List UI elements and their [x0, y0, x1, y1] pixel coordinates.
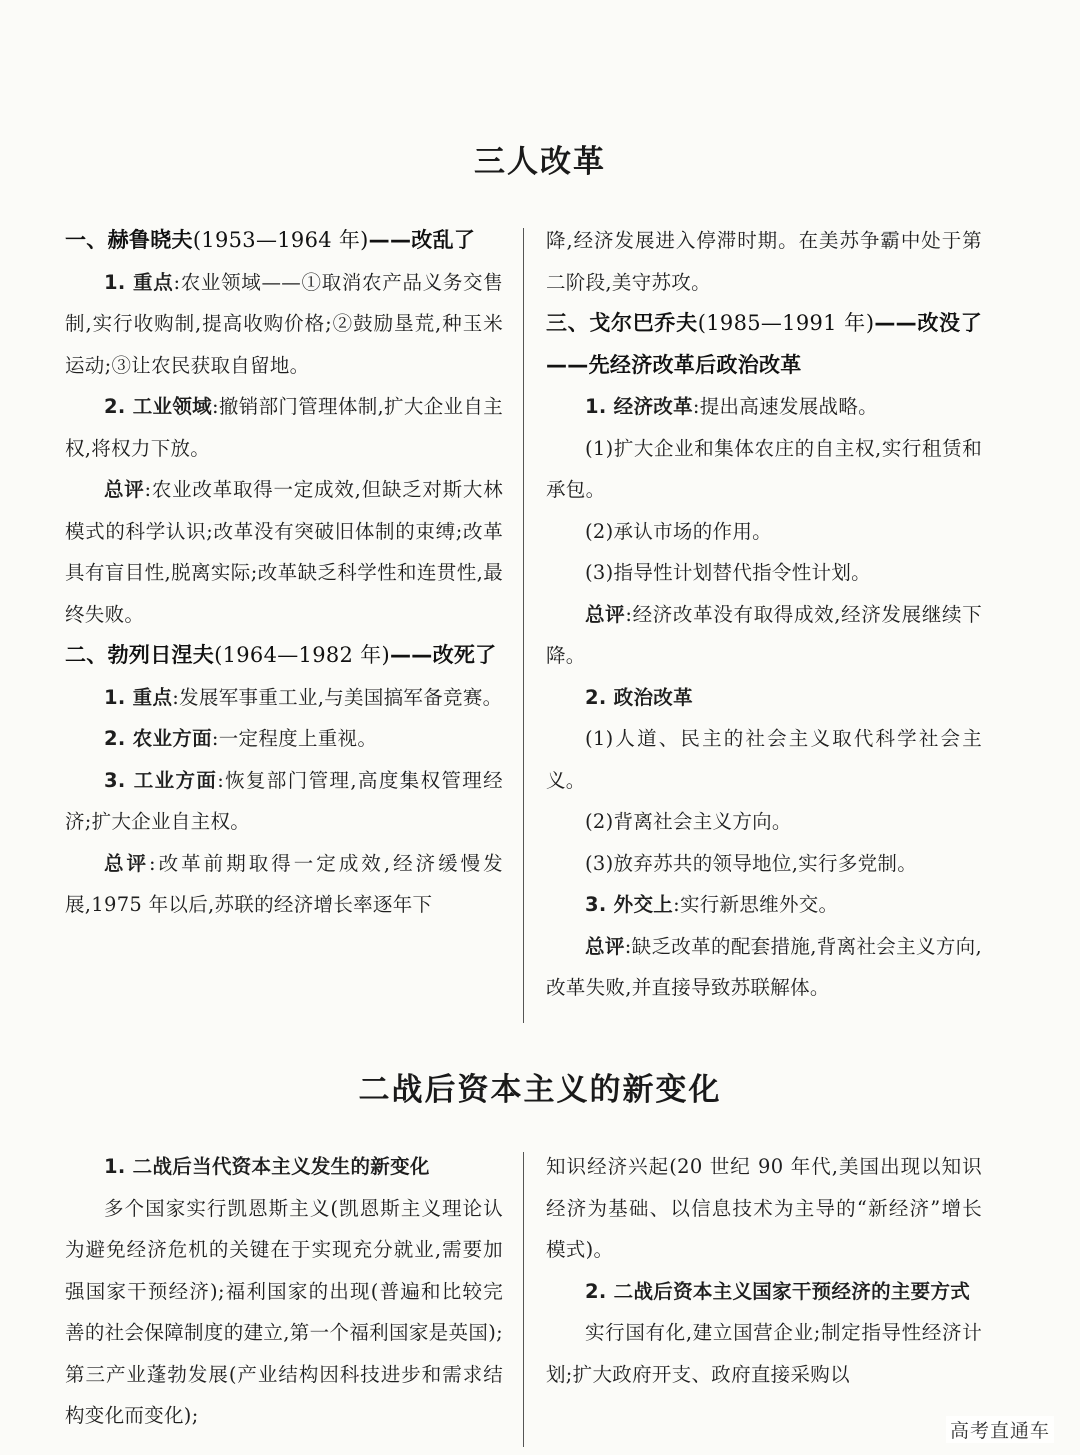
heading-tail: ——改没了——先经济改革后政治改革: [546, 311, 982, 377]
heading-gorbachev: [546, 303, 982, 386]
column-divider: [523, 228, 524, 1023]
column-left-top: [65, 220, 503, 926]
paragraph: [546, 594, 982, 677]
column-right-bottom: [546, 1146, 982, 1395]
paragraph-label: 3. 工业方面: [104, 768, 218, 792]
paragraph: (1)扩大企业和集体农庄的自主权,实行租赁和承包。: [546, 436, 982, 501]
heading-years: (1985—1991 年): [697, 311, 875, 335]
heading-years: (1964—1982 年): [214, 643, 390, 667]
paragraph: (3)放弃苏共的领导地位,实行多党制。: [585, 851, 918, 875]
paragraph: [65, 469, 503, 635]
column-left-bottom: [65, 1146, 503, 1437]
paragraph-continued: 降,经济发展进入停滞时期。在美苏争霸中处于第二阶段,美守苏攻。: [546, 229, 982, 294]
paragraph: (3)指导性计划替代指令性计划。: [585, 561, 871, 584]
paragraph: (2)承认市场的作用。: [585, 519, 772, 543]
paragraph-label: 总评: [104, 478, 145, 501]
paragraph-text: :发展军事重工业,与美国搞军备竞赛。: [172, 685, 503, 709]
paragraph: [546, 884, 982, 926]
paragraph-label: 3. 外交上: [585, 893, 674, 916]
heading-years: (1953—1964 年): [192, 228, 369, 252]
paragraph-text: :提出高速发展战略。: [692, 395, 878, 418]
paragraph-text: :一定程度上重视。: [211, 727, 378, 750]
paragraph: [546, 926, 982, 1009]
paragraph-text: :撤销部门管理体制,扩大企业自主权,将权力下放。: [65, 395, 503, 460]
paragraph-label: 1. 重点: [104, 270, 174, 294]
heading-tail: ——改死了: [389, 643, 497, 667]
paragraph-text: :农业领域——①取消农产品义务交售制,实行收购制,提高收购价格;②鼓励垦荒,种玉米运动;③让农民获取自留地。: [65, 270, 504, 377]
paragraph-label: 总评: [585, 602, 626, 626]
subheading-intervention-methods: 2. 二战后资本主义国家干预经济的主要方式: [585, 1279, 971, 1303]
paragraph: 多个国家实行凯恩斯主义(凯恩斯主义理论认为避免经济危机的关键在于实现充分就业,需要加强国家干预经济);福利国家的出现(普遍和比较完善的社会保障制度的建立,第一个福利国家是英国);第三产业蓬勃发展(产业结构因科技进步和需求结构变化而变化);: [65, 1196, 503, 1427]
paragraph: (1)人道、民主的社会主义取代科学社会主义。: [546, 727, 982, 792]
paragraph-text: :农业改革取得一定成效,但缺乏对斯大林模式的科学认识;改革没有突破旧体制的束缚;改革具有盲目性,脱离实际;改革缺乏科学性和连贯性,最终失败。: [65, 478, 503, 626]
paragraph-text: :经济改革没有取得成效,经济发展继续下降。: [546, 602, 982, 667]
heading-name: 三、戈尔巴乔夫: [546, 311, 698, 335]
watermark-label: 高考直通车: [946, 1416, 1054, 1443]
paragraph-text: :缺乏改革的配套措施,背离社会主义方向,改革失败,并直接导致苏联解体。: [546, 934, 983, 999]
paragraph-label: 总评: [585, 934, 625, 958]
heading-name: 二、勃列日涅夫: [65, 643, 215, 667]
paragraph-label: 1. 经济改革: [585, 395, 693, 418]
paragraph-text: :实行新思维外交。: [673, 893, 839, 916]
column-right-top: [546, 220, 982, 1009]
heading-tail: ——改乱了: [368, 228, 476, 252]
paragraph: [65, 386, 503, 469]
paragraph: (2)背离社会主义方向。: [585, 810, 792, 833]
column-divider: [523, 1152, 524, 1447]
paragraph-continued: 知识经济兴起(20 世纪 90 年代,美国出现以知识经济为基础、以信息技术为主导的“新经济”增长模式)。: [546, 1155, 982, 1261]
heading-brezhnev: [65, 635, 503, 677]
section-title-reforms: 三人改革: [474, 144, 606, 180]
paragraph: [65, 760, 503, 843]
paragraph: [65, 718, 503, 760]
heading-name: 一、赫鲁晓夫: [65, 228, 193, 252]
subheading-political-reform: 2. 政治改革: [585, 685, 693, 709]
paragraph-label: 1. 重点: [104, 685, 173, 709]
paragraph-text: :恢复部门管理,高度集权管理经济;扩大企业自主权。: [65, 768, 503, 833]
paragraph: [65, 262, 503, 387]
paragraph-label: 总评: [104, 851, 150, 875]
section-title-capitalism: 二战后资本主义的新变化: [358, 1072, 722, 1108]
paragraph: [65, 843, 503, 926]
subheading-new-changes: 1. 二战后当代资本主义发生的新变化: [104, 1155, 430, 1178]
paragraph: [546, 386, 982, 428]
paragraph-text: :改革前期取得一定成效,经济缓慢发展,1975 年以后,苏联的经济增长率逐年下: [65, 851, 503, 916]
paragraph-label: 2. 农业方面: [104, 727, 212, 750]
paragraph: 实行国有化,建立国营企业;制定指导性经济计划;扩大政府开支、政府直接采购以: [546, 1321, 982, 1386]
paragraph-label: 2. 工业领域: [104, 395, 213, 418]
paragraph: [65, 677, 503, 719]
heading-khrushchev: [65, 220, 503, 262]
